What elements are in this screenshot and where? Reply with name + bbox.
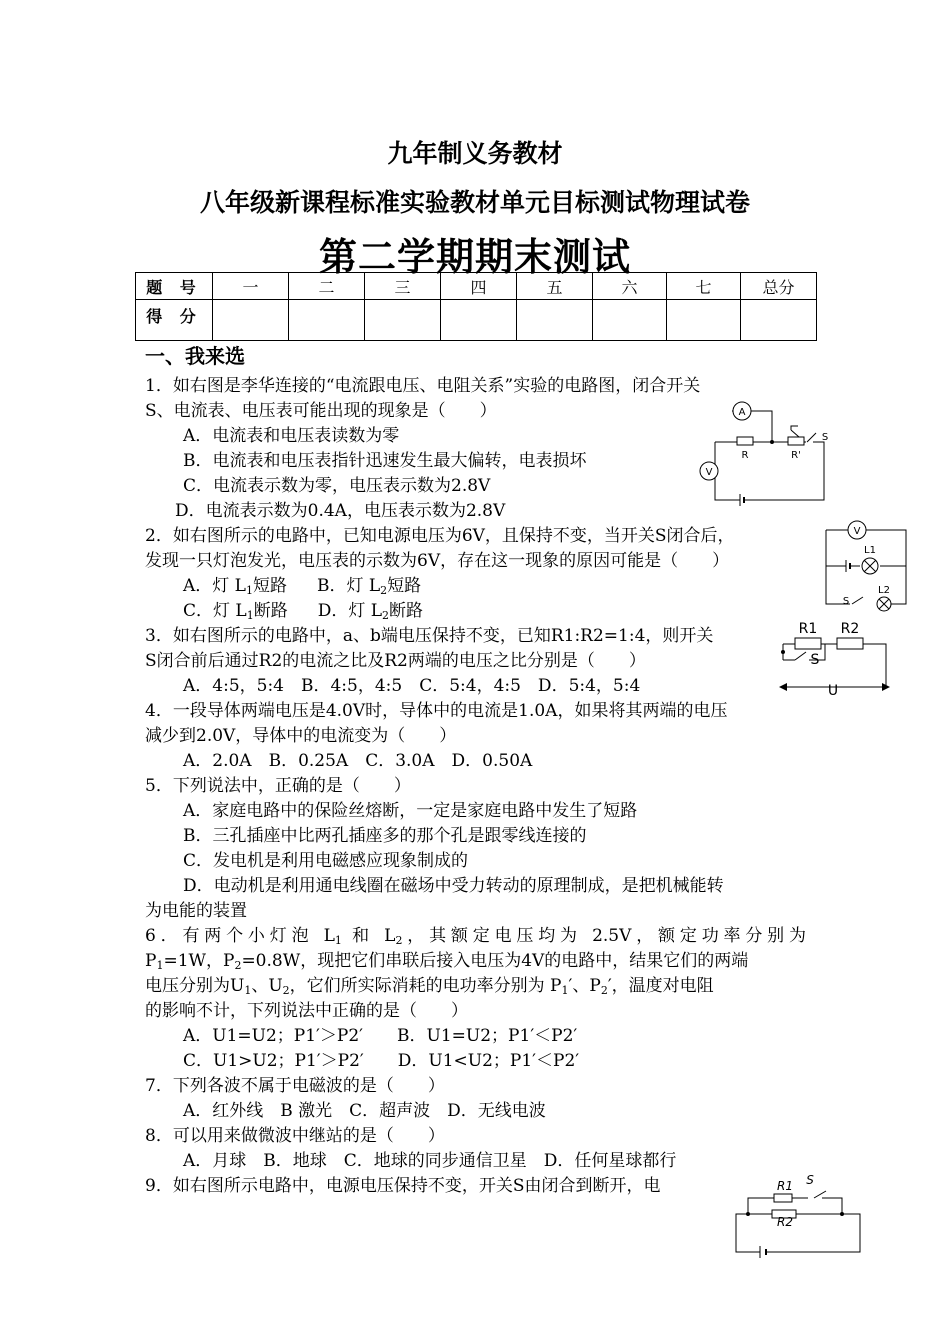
q4-options: A．2.0A B．0.25A C．3.0A D．0.50A — [183, 751, 533, 771]
switch-label: S — [842, 596, 850, 607]
score-cell[interactable] — [667, 300, 741, 341]
q2-stem-line1: 2．如右图所示的电路中，已知电源电压为6V，且保持不变，当开关S闭合后， — [145, 526, 735, 546]
q5-option-a: A．家庭电路中的保险丝熔断，一定是家庭电路中发生了短路 — [183, 801, 638, 821]
q6-options-ab: A．U1=U2；P1′＞P2′ B．U1=U2；P1′＜P2′ — [183, 1026, 578, 1046]
lamp-l1-label: L1 — [864, 545, 876, 556]
score-input-row — [136, 300, 817, 341]
q1-circuit-diagram — [695, 398, 835, 510]
page-title: 第二学期期末测试 — [318, 234, 631, 279]
score-row-label: 得 分 — [136, 300, 213, 341]
q3-options: A．4:5，5:4 B．4:5，4:5 C．5:4，4:5 D．5:4，5:4 — [183, 676, 641, 696]
q1-stem-line2: S、电流表、电压表可能出现的现象是（ ） — [145, 401, 497, 421]
score-head-3: 三 — [365, 273, 441, 300]
switch-label: S — [821, 432, 829, 443]
score-cell[interactable] — [213, 300, 289, 341]
q1-option-a: A．电流表和电压表读数为零 — [183, 426, 400, 446]
section-heading: 一、我来选 — [145, 344, 245, 368]
q3-stem-line1: 3．如右图所示的电路中，a、b端电压保持不变，已知R1:R2=1:4，则开关 — [145, 626, 714, 646]
score-header-row — [136, 273, 817, 300]
q6-stem-line2: $P_1=1W$，$P_2=0.8W$，现把它们串联后接入电压为4V的电路中，结果它们的两端 — [145, 951, 749, 972]
q3-circuit-diagram — [775, 618, 893, 699]
q2-option-c: C．灯 $L_1$断路 — [183, 601, 288, 622]
q2-option-d: D．灯 $L_2$断路 — [317, 601, 424, 622]
score-cell[interactable] — [741, 300, 817, 341]
q6-stem-line1: 6．有两个小灯泡 $L_1$ 和 $L_2$，其额定电压均为 2.5V，额定功率分别为 — [145, 926, 806, 947]
q1-stem-line1: 1．如右图是李华连接的“电流跟电压、电阻关系”实验的电路图，闭合开关 — [145, 376, 701, 396]
q6-stem-line3: 电压分别为$U_1$、$U_2$，它们所实际消耗的电功率分别为 $P_1'$、$P_2'$，温度对电阻 — [145, 976, 714, 997]
score-cell[interactable] — [517, 300, 593, 341]
score-cell[interactable] — [593, 300, 667, 341]
score-head-total: 总分 — [741, 273, 817, 300]
score-head-label: 题 号 — [136, 273, 213, 300]
voltmeter-label: V — [705, 467, 713, 478]
q4-stem-line2: 减少到2.0V，导体中的电流变为（ ） — [145, 726, 457, 746]
q5-option-d-cont: 为电能的装置 — [145, 901, 247, 921]
q1-option-b: B．电流表和电压表指针迅速发生最大偏转，电表损坏 — [183, 451, 587, 471]
switch-label: S — [806, 1173, 814, 1187]
q1-option-c: C．电流表示数为零，电压表示数为2.8V — [183, 476, 491, 496]
lamp-l2-label: L2 — [878, 585, 890, 596]
resistor-r2-label: R2 — [777, 1215, 793, 1229]
q9-stem: 9．如右图所示电路中，电源电压保持不变，开关S由闭合到断开，电 — [145, 1176, 661, 1196]
q2-circuit-diagram — [822, 518, 910, 614]
q2-option-b: B．灯 $L_2$短路 — [316, 576, 422, 597]
q2-option-a: A．灯 $L_1$短路 — [183, 576, 287, 597]
resistor-r1-label: R1 — [798, 621, 818, 637]
score-head-5: 五 — [517, 273, 593, 300]
switch-label: S — [810, 652, 820, 668]
score-head-7: 七 — [667, 273, 741, 300]
header-line-2: 八年级新课程标准实验教材单元目标测试物理试卷 — [199, 188, 750, 217]
q1-option-d: D．电流表示数为0.4A，电压表示数为2.8V — [175, 501, 506, 521]
score-head-6: 六 — [593, 273, 667, 300]
q8-stem: 8．可以用来做微波中继站的是（ ） — [145, 1126, 445, 1146]
voltmeter-label: V — [853, 526, 861, 537]
voltage-label: U — [827, 683, 839, 699]
score-cell[interactable] — [365, 300, 441, 341]
q2-options-cd — [183, 601, 423, 621]
resistor-r1-label: R1 — [777, 1179, 793, 1193]
score-head-1: 一 — [213, 273, 289, 300]
score-cell[interactable] — [289, 300, 365, 341]
q6-stem-line4: 的影响不计，下列说法中正确的是（ ） — [145, 1001, 468, 1021]
score-head-4: 四 — [441, 273, 517, 300]
resistor-r2-label: R' — [791, 450, 801, 461]
ammeter-label: A — [738, 407, 746, 418]
q5-stem: 5．下列说法中，正确的是（ ） — [145, 776, 411, 796]
header-line-1: 九年制义务教材 — [387, 139, 563, 168]
q5-option-d: D．电动机是利用通电线圈在磁场中受力转动的原理制成，是把机械能转 — [183, 876, 724, 896]
q7-options: A．红外线 B 激光 C．超声波 D．无线电波 — [183, 1101, 546, 1121]
q2-options-ab — [183, 576, 421, 596]
q5-option-c: C．发电机是利用电磁感应现象制成的 — [183, 851, 469, 871]
q4-stem-line1: 4．一段导体两端电压是4.0V时，导体中的电流是1.0A，如果将其两端的电压 — [145, 701, 728, 721]
score-cell[interactable] — [441, 300, 517, 341]
q7-stem: 7．下列各波不属于电磁波的是（ ） — [145, 1076, 445, 1096]
resistor-r2-label: R2 — [840, 621, 860, 637]
q2-stem-line2: 发现一只灯泡发光，电压表的示数为6V，存在这一现象的原因可能是（ ） — [145, 551, 730, 571]
q6-options-cd: C．U1>U2；P1′＞P2′ D．U1<U2；P1′＜P2′ — [183, 1051, 580, 1071]
q8-options: A．月球 B．地球 C．地球的同步通信卫星 D．任何星球都行 — [183, 1151, 677, 1171]
q9-circuit-diagram — [730, 1172, 862, 1258]
score-head-2: 二 — [289, 273, 365, 300]
score-table — [135, 272, 817, 341]
resistor-r-label: R — [741, 450, 749, 461]
q3-stem-line2: S闭合前后通过R2的电流之比及R2两端的电压之比分别是（ ） — [145, 651, 646, 671]
q5-option-b: B．三孔插座中比两孔插座多的那个孔是跟零线连接的 — [183, 826, 587, 846]
